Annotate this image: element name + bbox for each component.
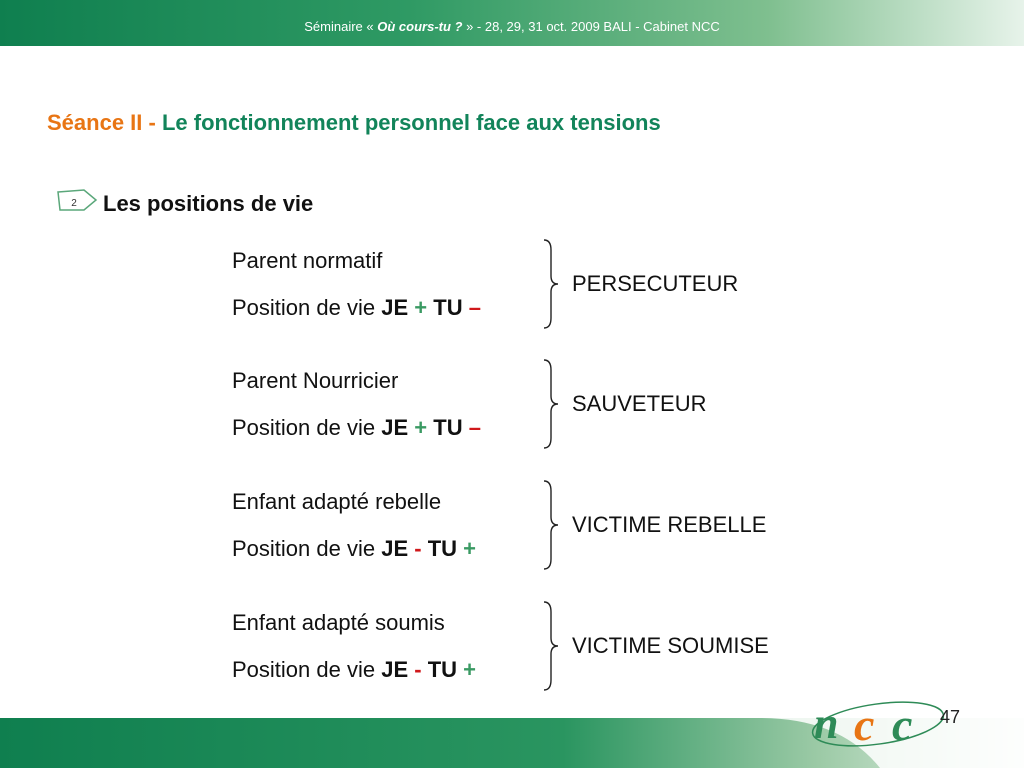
je-sign: +	[414, 295, 428, 320]
drama-role: VICTIME SOUMISE	[572, 633, 769, 658]
right-brace-icon	[541, 238, 563, 330]
slide-title	[47, 110, 661, 136]
svg-text:c: c	[854, 699, 875, 750]
bullet-number: 2	[71, 198, 77, 209]
position-group	[0, 600, 1024, 700]
tu-sign: +	[463, 536, 477, 561]
title-session: Séance II -	[47, 110, 162, 135]
drama-role: PERSECUTEUR	[572, 271, 739, 296]
drama-role: VICTIME REBELLE	[572, 512, 767, 537]
header-text	[0, 19, 1024, 34]
position-group	[0, 358, 1024, 458]
position-group	[0, 238, 1024, 338]
right-brace-icon	[541, 358, 563, 450]
tu-sign: –	[468, 415, 481, 440]
je-label: JE	[381, 536, 409, 561]
tu-label: TU	[433, 295, 463, 320]
bullet-arrow-icon	[54, 186, 98, 216]
je-sign: -	[414, 657, 422, 682]
header-suffix: » - 28, 29, 31 oct. 2009 BALI - Cabinet NCC	[466, 19, 720, 34]
je-sign: -	[414, 536, 422, 561]
ego-state-label: Enfant adapté soumis	[232, 610, 445, 635]
header-prefix: Séminaire «	[304, 19, 374, 34]
tu-sign: –	[468, 295, 481, 320]
tu-label: TU	[433, 415, 463, 440]
ego-state-label: Enfant adapté rebelle	[232, 489, 442, 514]
svg-text:n: n	[814, 699, 839, 748]
title-topic: Le fonctionnement personnel face aux tensions	[161, 110, 661, 135]
svg-text:c: c	[892, 699, 913, 750]
position-prefix: Position de vie	[232, 295, 376, 320]
right-brace-icon	[541, 600, 563, 692]
je-sign: +	[414, 415, 428, 440]
je-label: JE	[381, 295, 409, 320]
tu-sign: +	[463, 657, 477, 682]
life-position-line	[232, 415, 481, 441]
ncc-logo	[808, 692, 948, 752]
header-emphasis: Où cours-tu ?	[377, 19, 463, 34]
je-label: JE	[381, 415, 409, 440]
ego-state-label: Parent Nourricier	[232, 368, 399, 393]
position-prefix: Position de vie	[232, 536, 376, 561]
je-label: JE	[381, 657, 409, 682]
ego-state-label: Parent normatif	[232, 248, 383, 273]
position-group	[0, 479, 1024, 579]
tu-label: TU	[427, 536, 458, 561]
right-brace-icon	[541, 479, 563, 571]
life-position-line	[232, 295, 481, 321]
position-prefix: Position de vie	[232, 415, 376, 440]
life-position-line	[232, 536, 476, 562]
page-number: 47	[940, 707, 961, 727]
drama-role: SAUVETEUR	[572, 391, 707, 416]
tu-label: TU	[427, 657, 458, 682]
life-position-line	[232, 657, 476, 683]
position-prefix: Position de vie	[232, 657, 376, 682]
section-heading: Les positions de vie	[103, 191, 314, 216]
